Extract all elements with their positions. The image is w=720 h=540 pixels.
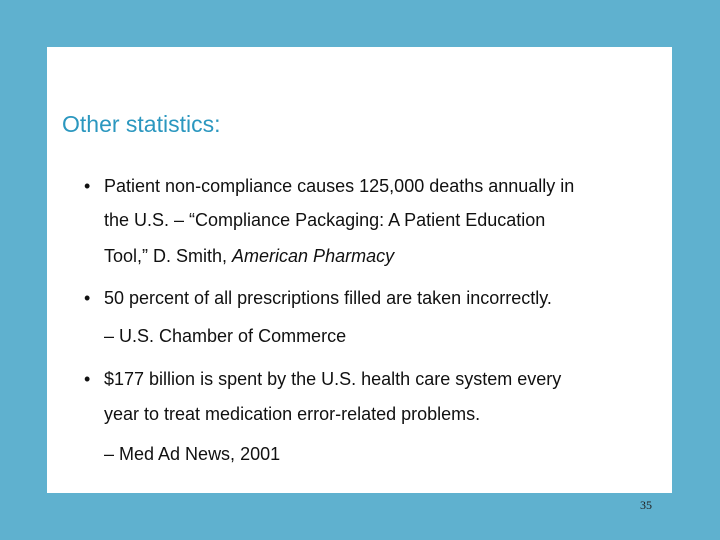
bullet-3-line-2: year to treat medication error-related problems.: [104, 404, 481, 424]
bullet-1-line-3: [104, 245, 394, 267]
bullet-3-source: – Med Ad News, 2001: [104, 444, 281, 464]
bullet-2-source: – U.S. Chamber of Commerce: [104, 326, 347, 346]
bullet-marker: •: [84, 369, 91, 389]
page-number: 35: [640, 498, 652, 512]
bullet-1-line-2: the U.S. – “Compliance Packaging: A Patient Education: [104, 210, 546, 230]
bullet-3-line-1: $177 billion is spent by the U.S. health care system every: [104, 369, 562, 389]
bullet-marker: •: [84, 176, 91, 196]
publication-name: American Pharmacy: [232, 246, 395, 266]
bullet-2-line-1: 50 percent of all prescriptions filled are taken incorrectly.: [104, 288, 552, 308]
slide-title: Other statistics:: [62, 111, 221, 137]
bullet-1-line-1: Patient non-compliance causes 125,000 deaths annually in: [104, 176, 575, 196]
bullet-1-line-3-text: Tool,” D. Smith,: [104, 246, 233, 266]
bullet-marker: •: [84, 288, 91, 308]
